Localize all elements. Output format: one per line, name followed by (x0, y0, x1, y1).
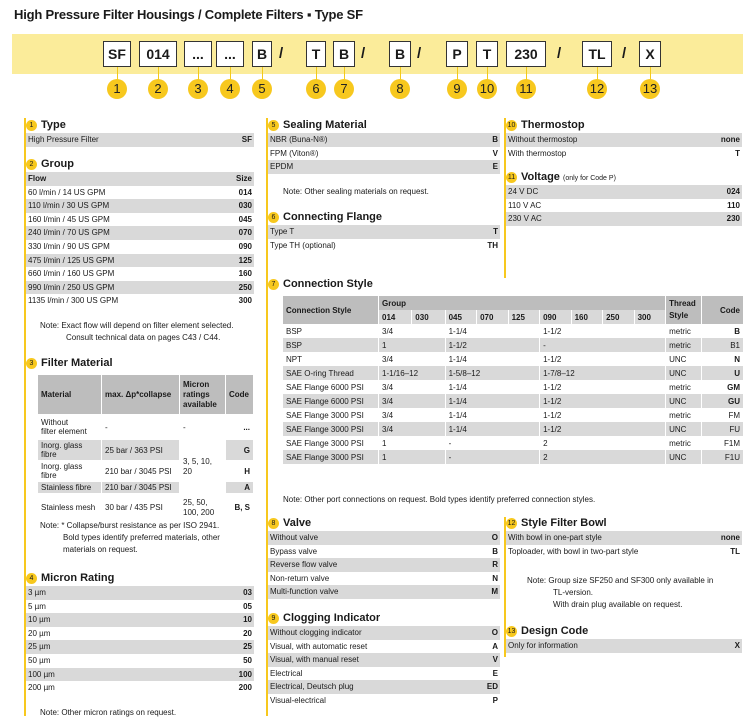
list-item (506, 199, 742, 213)
item-label: 3 µm (28, 588, 46, 597)
number-badge: 5 (268, 120, 279, 131)
item-code: P (492, 695, 498, 705)
item-label: Visual, with automatic reset (270, 641, 368, 651)
number-badge: 10 (507, 122, 516, 129)
list-item (506, 185, 742, 199)
section-title: Group (41, 158, 74, 170)
item-label: 110 l/min / 30 US GPM (28, 201, 110, 211)
list-item (506, 147, 742, 161)
item-label: 100 µm (28, 669, 55, 679)
list-item (268, 653, 500, 667)
list-item (26, 254, 254, 268)
list-item (26, 267, 254, 281)
list-item (26, 586, 254, 600)
code-number-2: 2 (148, 79, 168, 99)
code-segment-5: B (252, 41, 272, 67)
page-title: High Pressure Filter Housings / Complete Filters ▪ Type SF (14, 7, 363, 22)
code-segment-9: P (446, 41, 468, 67)
list-item (26, 600, 254, 614)
list-item (268, 545, 500, 559)
code-segment-3: ... (184, 41, 212, 67)
number-badge: 8 (268, 518, 279, 529)
section-micron-rating (26, 572, 254, 695)
item-code: 125 (238, 255, 252, 265)
code-number-4: 4 (220, 79, 240, 99)
list-item (268, 133, 500, 147)
thermostop-rows (506, 133, 742, 160)
sealing-rows (268, 133, 500, 174)
list-item (268, 225, 500, 239)
item-label: Only for information (508, 641, 578, 650)
item-code: B (492, 546, 498, 556)
code-segment-10: T (476, 41, 498, 67)
item-code: M (491, 587, 498, 597)
code-segment-1: SF (103, 41, 131, 67)
item-code: O (491, 533, 498, 542)
section-valve (268, 517, 500, 599)
item-label: High Pressure Filter (28, 135, 99, 144)
item-label: 200 µm (28, 683, 55, 693)
item-code: 250 (238, 282, 252, 292)
list-item (26, 627, 254, 641)
code-number-1: 1 (107, 79, 127, 99)
item-code: TL (730, 546, 740, 556)
item-code: 300 (238, 296, 252, 306)
item-label: 240 l/min / 70 US GPM (28, 228, 110, 238)
item-label: FPM (Viton®) (270, 148, 319, 158)
section-design-code (506, 625, 742, 653)
code-separator: / (557, 45, 562, 62)
item-code: none (720, 533, 740, 542)
code-number-5: 5 (252, 79, 272, 99)
item-code: 10 (243, 615, 252, 625)
list-item (26, 133, 254, 147)
filter-material-table: Material max. Δp*collapse Micron ratings available Code Without filter element - - ... Inorg. glass fibre 25 bar / 363 PSI 3, 5, 10, 20 G Inorg. glass fibre 210 bar / 3045 PSI H Stainless fibre 210 bar / 3045 PSI A Stainless mesh 30 bar / 435 PSI 25, 50, 100, 200 B, S (37, 374, 254, 522)
table-row: NPT 3/4 1-1/4 1-1/2 UNC N (283, 352, 744, 366)
table-header: Flow Size (26, 172, 254, 186)
voltage-subtitle: (only for Code P) (562, 175, 616, 182)
item-code: 100 (238, 669, 252, 679)
item-code: E (492, 668, 498, 678)
section-title: Clogging Indicator (283, 612, 381, 624)
number-badge: 4 (26, 573, 37, 584)
item-label: 50 µm (28, 655, 51, 665)
item-code: 070 (238, 228, 252, 238)
item-label: 10 µm (28, 615, 51, 625)
item-label: 160 l/min / 45 US GPM (28, 214, 110, 224)
item-label: 25 µm (28, 642, 51, 652)
code-segment-4: ... (216, 41, 244, 67)
item-label: Electrical, Deutsch plug (270, 682, 354, 692)
item-code: SF (241, 135, 252, 144)
list-item (268, 680, 500, 694)
code-separator: / (622, 45, 627, 62)
code-segment-11: 230 (506, 41, 546, 67)
list-item (26, 668, 254, 682)
item-label: 990 l/min / 250 US GPM (28, 282, 115, 292)
code-segment-8: B (389, 41, 411, 67)
code-number-8: 8 (390, 79, 410, 99)
item-label: NBR (Buna-N®) (270, 135, 328, 144)
section-connection-style (268, 278, 748, 292)
item-label: 475 l/min / 125 US GPM (28, 255, 115, 265)
item-label: Reverse flow valve (270, 560, 338, 570)
item-code: 045 (238, 214, 252, 224)
item-label: EPDM (270, 162, 294, 172)
item-label: Without valve (270, 533, 319, 542)
code-separator: / (279, 45, 284, 62)
type-rows (26, 133, 254, 147)
list-item (268, 558, 500, 572)
item-label: Visual, with manual reset (270, 655, 359, 665)
code-number-6: 6 (306, 79, 326, 99)
micron-rows (26, 586, 254, 695)
item-label: Toploader, with bowl in two-part style (508, 546, 639, 556)
section-connecting-flange (268, 211, 500, 252)
list-item (268, 667, 500, 681)
item-code: 03 (243, 588, 252, 597)
code-segment-13: X (639, 41, 661, 67)
item-label: Without clogging indicator (270, 628, 362, 637)
code-number-11: 11 (516, 79, 536, 99)
section-title: Style Filter Bowl (521, 517, 607, 529)
item-code: A (492, 641, 498, 651)
table-row: SAE Flange 3000 PSI 1 - 2 UNC F1U (283, 450, 744, 464)
item-code: R (492, 560, 498, 570)
list-item (268, 572, 500, 586)
item-label: Non-return valve (270, 573, 330, 583)
number-badge: 9 (268, 613, 279, 624)
voltage-rows (506, 185, 742, 226)
item-label: Without thermostop (508, 135, 578, 144)
code-number-13: 13 (640, 79, 660, 99)
list-item (506, 212, 742, 226)
code-number-12: 12 (587, 79, 607, 99)
list-item (26, 281, 254, 295)
item-code: N (492, 573, 498, 583)
item-label: 330 l/min / 90 US GPM (28, 241, 110, 251)
number-badge: 12 (507, 520, 516, 527)
connection-note: Note: Other port connections on request. Bold types identify preferred connection styles. (283, 495, 596, 504)
list-item (26, 186, 254, 200)
list-item (506, 545, 742, 559)
section-title: Sealing Material (283, 119, 367, 131)
number-badge: 3 (26, 358, 37, 369)
list-item (26, 654, 254, 668)
code-number-9: 9 (447, 79, 467, 99)
code-segment-12: TL (582, 41, 612, 67)
item-label: Multi-function valve (270, 587, 339, 597)
item-code: T (735, 148, 740, 158)
filter-material-note: Note: * Collapse/burst resistance as per ISO 2941. Bold types identify preferred materials, other materials on request. (40, 521, 220, 554)
list-item (268, 694, 500, 708)
section-title: Valve (283, 517, 312, 529)
code-number-3: 3 (188, 79, 208, 99)
code-segment-7: B (333, 41, 355, 67)
sealing-note: Note: Other sealing materials on request. (283, 187, 429, 196)
item-label: Type T (270, 227, 295, 236)
list-item (268, 160, 500, 174)
item-code: 030 (238, 201, 252, 211)
list-item (268, 640, 500, 654)
table-row: SAE Flange 6000 PSI 3/4 1-1/4 1-1/2 metric GM (283, 380, 744, 394)
section-title: Type (41, 119, 66, 131)
item-code: B (492, 135, 498, 144)
number-badge: 11 (507, 174, 516, 181)
item-label: With thermostop (508, 148, 567, 158)
list-item (268, 531, 500, 545)
code-segment-2: 014 (139, 41, 177, 67)
item-code: 20 (243, 628, 252, 638)
item-code: 05 (243, 601, 252, 611)
flange-rows (268, 225, 500, 252)
code-number-7: 7 (334, 79, 354, 99)
code-number-10: 10 (477, 79, 497, 99)
section-title: Connection Style (283, 278, 373, 290)
item-label: Visual-electrical (270, 695, 326, 705)
group-note: Note: Exact flow will depend on filter element selected. Consult technical data on pages C43 / C44. (40, 321, 234, 342)
code-separator: / (417, 45, 422, 62)
list-item (26, 226, 254, 240)
item-code: 230 (726, 214, 740, 224)
table-header: Connection Style Group Thread Style Code (283, 296, 744, 310)
item-code: none (720, 135, 740, 144)
list-item (268, 626, 500, 640)
item-label: 660 l/min / 160 US GPM (28, 269, 115, 279)
table-row: BSP 3/4 1-1/4 1-1/2 metric B (283, 324, 744, 338)
item-code: 25 (243, 642, 252, 652)
section-group (26, 158, 254, 308)
item-code: 014 (238, 187, 252, 197)
table-row: SAE Flange 3000 PSI 1 - 2 metric F1M (283, 436, 744, 450)
section-title: Filter Material (41, 357, 113, 369)
list-item (506, 639, 742, 653)
section-title: Design Code (521, 625, 589, 637)
list-item (26, 613, 254, 627)
table-row: BSP 1 1-1/2 - metric B1 (283, 338, 744, 352)
section-filter-material (26, 357, 254, 371)
list-item (26, 199, 254, 213)
item-label: 20 µm (28, 628, 51, 638)
item-label: 5 µm (28, 601, 46, 611)
section-title: Thermostop (521, 119, 585, 131)
item-code: 160 (238, 269, 252, 279)
item-code: E (492, 162, 498, 172)
item-label: 60 l/min / 14 US GPM (28, 187, 106, 197)
list-item (26, 640, 254, 654)
item-code: V (492, 655, 498, 665)
table-row: SAE Flange 3000 PSI 3/4 1-1/4 1-1/2 metric FM (283, 408, 744, 422)
item-code: 110 (727, 200, 740, 210)
item-code: ED (486, 682, 498, 692)
item-label: With bowl in one-part style (508, 533, 602, 542)
group-rows (26, 186, 254, 308)
section-type (26, 119, 254, 147)
item-label: 230 V AC (508, 214, 542, 224)
list-item (268, 147, 500, 161)
number-badge: 7 (268, 279, 279, 290)
item-code: TH (487, 240, 498, 250)
table-row: SAE Flange 3000 PSI 3/4 1-1/4 1-1/2 UNC FU (283, 422, 744, 436)
section-title: Micron Rating (41, 572, 115, 584)
number-badge: 6 (268, 212, 279, 223)
number-badge: 1 (26, 120, 37, 131)
item-label: 24 V DC (508, 187, 539, 196)
item-label: Type TH (optional) (270, 240, 336, 250)
bowl-rows (506, 531, 742, 558)
table-subheader: 014 030 045 070 125 090 160 250 300 (283, 310, 744, 324)
valve-rows (268, 531, 500, 599)
number-badge: 13 (507, 628, 516, 635)
list-item (26, 681, 254, 695)
item-code: 200 (238, 683, 252, 693)
section-voltage (506, 171, 742, 226)
section-title: Connecting Flange (283, 211, 382, 223)
number-badge: 2 (26, 159, 37, 170)
code-separator: / (361, 45, 366, 62)
list-item (268, 239, 500, 253)
item-label: Bypass valve (270, 546, 318, 556)
list-item (26, 213, 254, 227)
section-clogging-indicator (268, 612, 500, 708)
bowl-note: Note: Group size SF250 and SF300 only available in TL-version. With drain plug available on request. (527, 576, 714, 609)
list-item (506, 133, 742, 147)
section-title: Voltage (521, 171, 560, 183)
section-thermostop (506, 119, 742, 160)
section-sealing-material (268, 119, 500, 174)
item-label: 1135 l/min / 300 US GPM (28, 296, 119, 306)
micron-note: Note: Other micron ratings on request. (40, 708, 177, 717)
item-code: X (734, 641, 740, 650)
item-code: O (491, 628, 498, 637)
section-style-filter-bowl (506, 517, 742, 558)
clogging-rows (268, 626, 500, 708)
list-item (506, 531, 742, 545)
connection-style-table (282, 296, 744, 464)
design-code-rows (506, 639, 742, 653)
item-code: 50 (243, 655, 252, 665)
list-item (26, 240, 254, 254)
item-label: 110 V AC (508, 200, 542, 210)
item-code: T (493, 227, 498, 236)
item-code: 024 (726, 187, 740, 196)
list-item (268, 585, 500, 599)
item-code: 090 (238, 241, 252, 251)
item-label: Electrical (270, 668, 303, 678)
code-segment-6: T (306, 41, 326, 67)
list-item (26, 294, 254, 308)
table-row: SAE Flange 6000 PSI 3/4 1-1/4 1-1/2 UNC GU (283, 394, 744, 408)
item-code: V (492, 148, 498, 158)
table-row: SAE O-ring Thread 1-1/16–12 1-5/8–12 1-7/8–12 UNC U (283, 366, 744, 380)
